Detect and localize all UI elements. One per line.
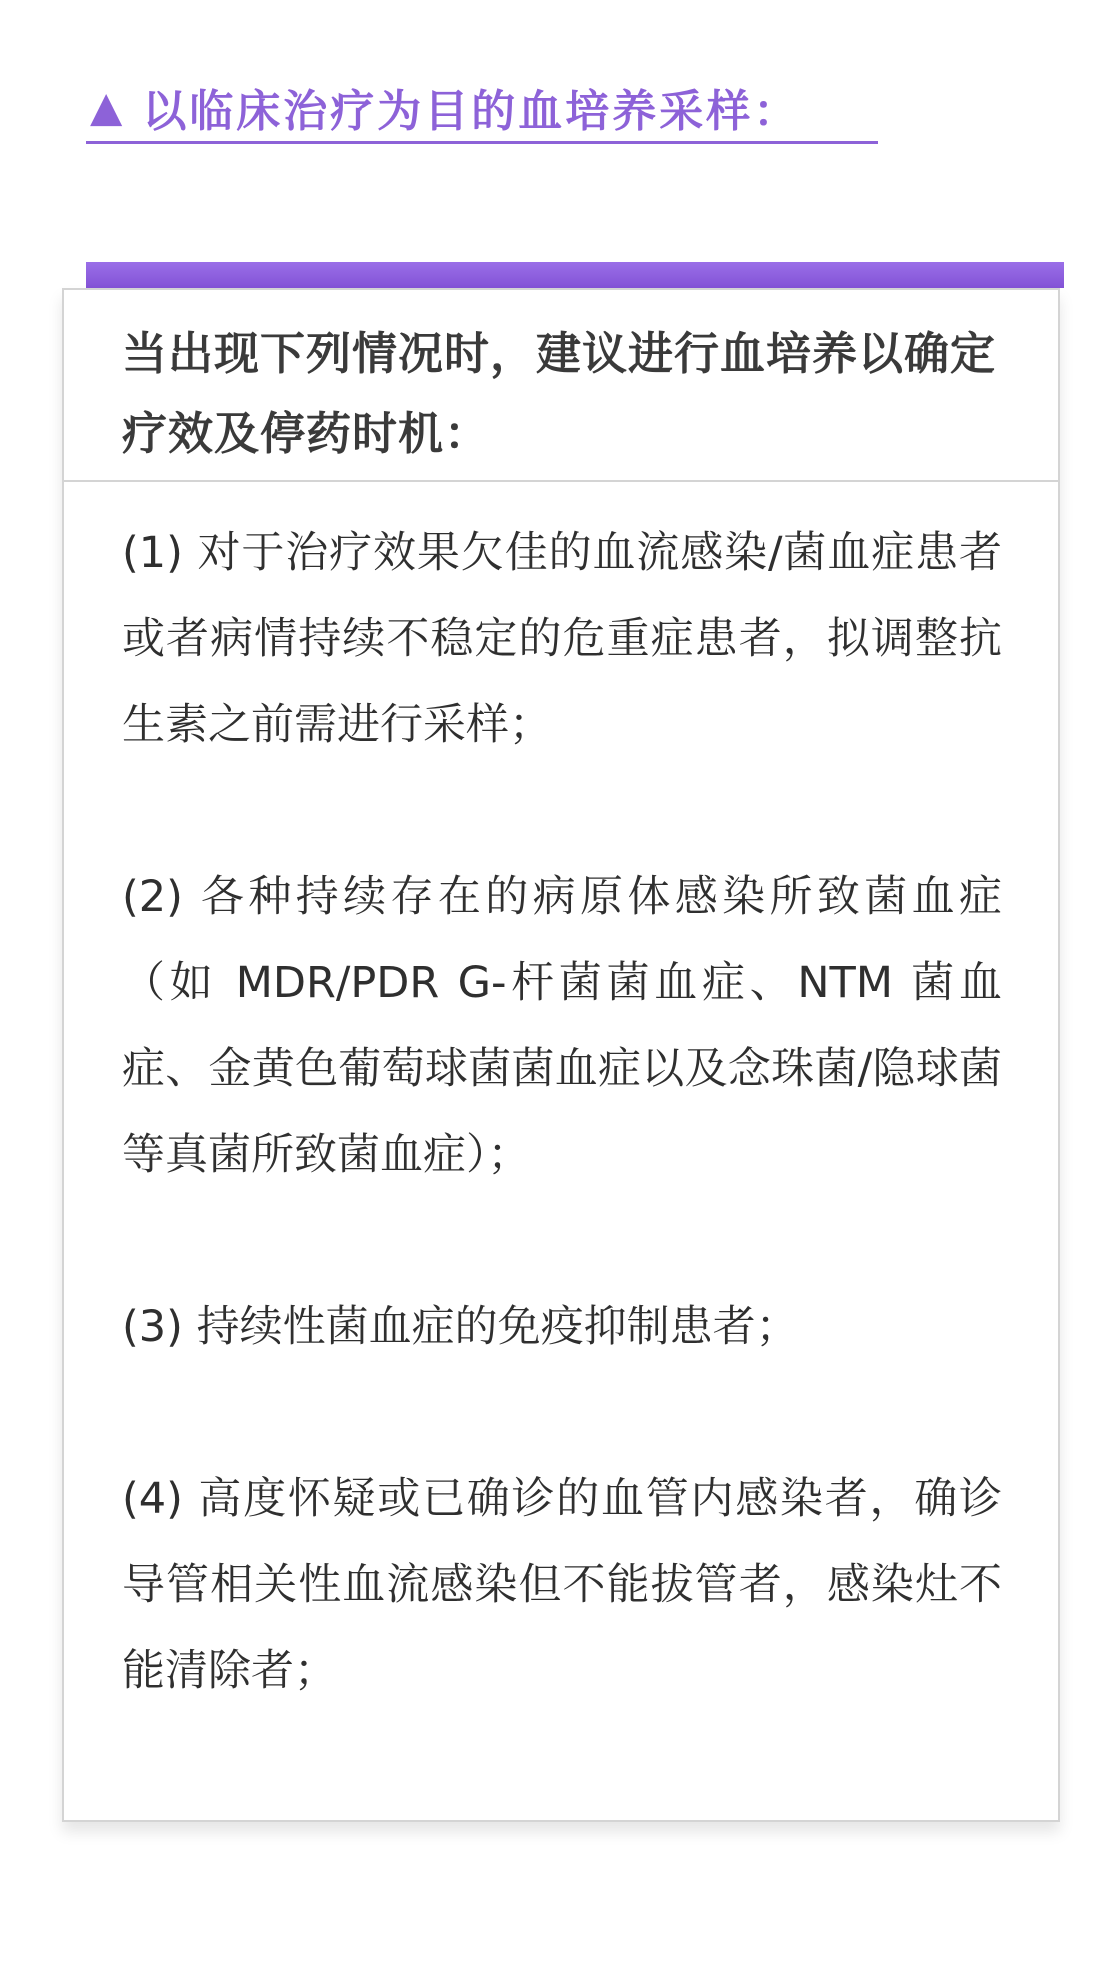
- info-card: [62, 288, 1060, 1822]
- heading-underline: [86, 141, 878, 144]
- section-title: 以临床治疗为目的血培养采样：: [142, 86, 801, 137]
- list-item: (1) 对于治疗效果欠佳的血流感染/菌血症患者或者病情持续不稳定的危重症患者，拟调整抗生素之前需进行采样；: [122, 528, 1002, 750]
- list-item: (4) 高度怀疑或已确诊的血管内感染者，确诊导管相关性血流感染但不能拔管者，感染灶不能清除者；: [122, 1474, 1002, 1696]
- card-body: [122, 510, 1002, 1714]
- list-item: (3) 持续性菌血症的免疫抑制患者；: [122, 1302, 799, 1352]
- heading-line: [86, 70, 878, 144]
- section-heading: [86, 70, 878, 146]
- card-title: 当出现下列情况时，建议进行血培养以确定疗效及停药时机：: [122, 327, 997, 460]
- list-item: (2) 各种持续存在的病原体感染所致菌血症（如 MDR/PDR G-杆菌菌血症、NTM 菌血症、金黄色葡萄球菌菌血症以及念珠菌/隐球菌等真菌所致菌血症）；: [122, 872, 1002, 1180]
- card-header: [64, 290, 1058, 482]
- triangle-marker-icon: ▲: [90, 82, 123, 131]
- card-accent-bar: [86, 262, 1064, 288]
